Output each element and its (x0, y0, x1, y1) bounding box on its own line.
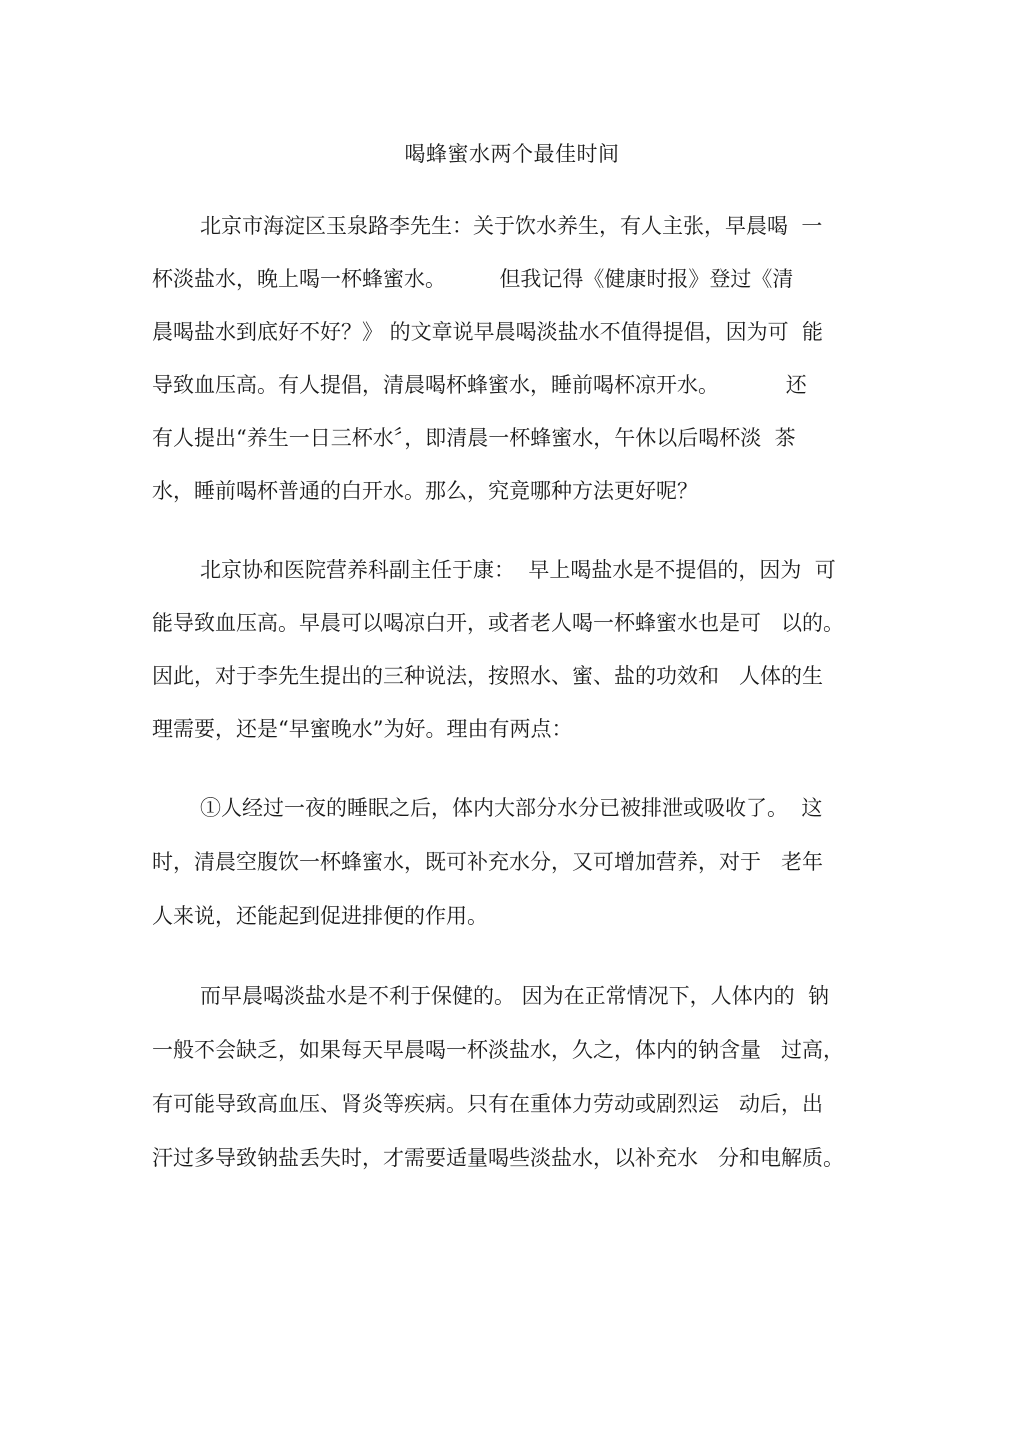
document-title: 喝蜂蜜水两个最佳时间 (404, 142, 620, 166)
paragraph-1-line-5: 有人提出“养生一日三杯水〞，即清晨一杯蜂蜜水，午休以后喝杯淡 茶 (152, 426, 796, 450)
paragraph-2-line-3: 因此，对于李先生提出的三种说法，按照水、蜜、盐的功效和 人体的生 (152, 664, 824, 688)
paragraph-1-line-2: 杯淡盐水，晚上喝一杯蜂蜜水。 但我记得《健康时报》登过《清 (152, 267, 794, 291)
paragraph-1-line-1: 北京市海淀区玉泉路李先生：关于饮水养生，有人主张，早晨喝 一 (200, 214, 823, 238)
paragraph-2-line-2: 能导致血压高。早晨可以喝凉白开，或者老人喝一杯蜂蜜水也是可 以的。 (152, 611, 845, 635)
paragraph-1-line-3: 晨喝盐水到底好不好？》 的文章说早晨喝淡盐水不值得提倡，因为可 能 (152, 320, 824, 344)
paragraph-3-line-2: 时，清晨空腹饮一杯蜂蜜水，既可补充水分，又可增加营养，对于 老年 (152, 850, 824, 874)
paragraph-3-line-1: ①人经过一夜的睡眠之后，体内大部分水分已被排泄或吸收了。 这 (200, 796, 823, 820)
paragraph-2-line-4: 理需要，还是“早蜜晚水”为好。理由有两点： (152, 717, 573, 741)
paragraph-4-line-1: 而早晨喝淡盐水是不利于保健的。 因为在正常情况下，人体内的 钠 (200, 984, 830, 1008)
paragraph-2-line-1: 北京协和医院营养科副主任于康： 早上喝盐水是不提倡的，因为 可 (200, 558, 836, 582)
paragraph-3-line-3: 人来说，还能起到促进排便的作用。 (152, 904, 488, 928)
paragraph-4-line-4: 汗过多导致钠盐丢失时，才需要适量喝些淡盐水，以补充水 分和电解质。 (152, 1146, 845, 1170)
paragraph-4-line-2: 一般不会缺乏，如果每天早晨喝一杯淡盐水，久之，体内的钠含量 过高， (152, 1038, 845, 1062)
paragraph-4-line-3: 有可能导致高血压、肾炎等疾病。只有在重体力劳动或剧烈运 动后，出 (152, 1092, 824, 1116)
paragraph-1-line-4: 导致血压高。有人提倡，清晨喝杯蜂蜜水，睡前喝杯凉开水。 还 (152, 373, 807, 397)
paragraph-1-line-6: 水，睡前喝杯普通的白开水。那么，究竟哪种方法更好呢？ (152, 479, 698, 503)
